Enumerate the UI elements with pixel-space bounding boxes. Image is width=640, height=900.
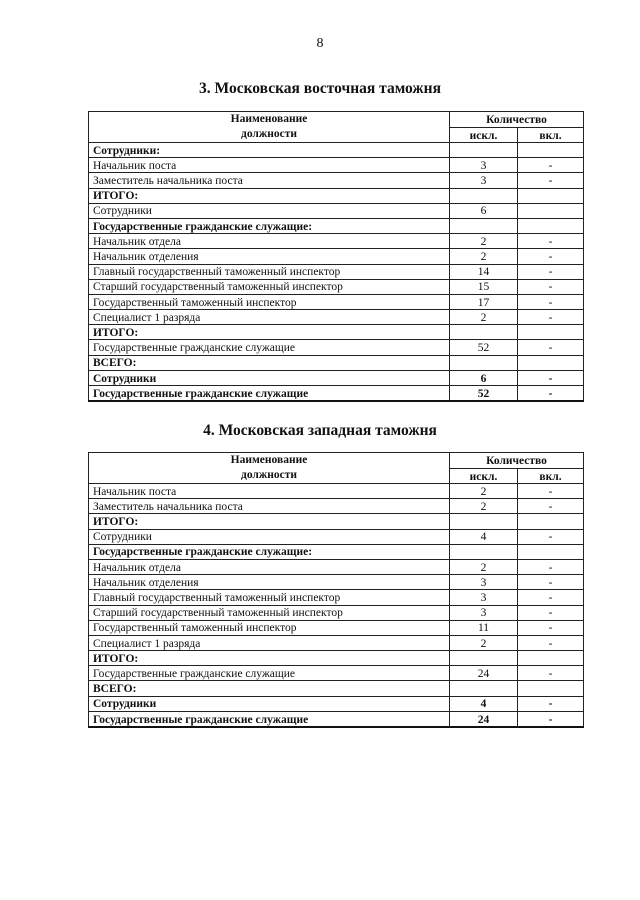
- excl-count-cell: 52: [450, 386, 518, 402]
- position-cell: Государственные гражданские служащие: [89, 386, 450, 402]
- incl-count-cell: [518, 325, 584, 340]
- position-cell: Сотрудники:: [89, 143, 450, 158]
- position-cell: Начальник поста: [89, 158, 450, 173]
- table-row: [89, 499, 584, 514]
- staff-table-west: [88, 452, 584, 728]
- incl-count-cell: -: [518, 529, 584, 544]
- column-header-position: Наименование должности: [89, 453, 450, 484]
- incl-count-cell: -: [518, 234, 584, 249]
- excl-count-cell: [450, 514, 518, 529]
- table-row: [89, 620, 584, 635]
- position-cell: Начальник поста: [89, 484, 450, 499]
- position-cell: Главный государственный таможенный инспектор: [89, 264, 450, 279]
- position-cell: Государственные гражданские служащие: [89, 711, 450, 727]
- incl-count-cell: [518, 203, 584, 218]
- position-cell: Главный государственный таможенный инспектор: [89, 590, 450, 605]
- excl-count-cell: 17: [450, 294, 518, 309]
- position-cell: ИТОГО:: [89, 325, 450, 340]
- incl-count-cell: -: [518, 484, 584, 499]
- table-row: [89, 234, 584, 249]
- position-cell: Старший государственный таможенный инспектор: [89, 279, 450, 294]
- incl-count-cell: -: [518, 635, 584, 650]
- position-cell: ВСЕГО:: [89, 355, 450, 370]
- incl-count-cell: -: [518, 249, 584, 264]
- table-row: [89, 355, 584, 370]
- incl-count-cell: -: [518, 575, 584, 590]
- column-header-incl: вкл.: [518, 127, 584, 143]
- excl-count-cell: [450, 143, 518, 158]
- excl-count-cell: 2: [450, 484, 518, 499]
- excl-count-cell: [450, 651, 518, 666]
- table-header-row: [89, 453, 584, 469]
- incl-count-cell: -: [518, 386, 584, 402]
- excl-count-cell: [450, 188, 518, 203]
- excl-count-cell: 3: [450, 590, 518, 605]
- excl-count-cell: 52: [450, 340, 518, 355]
- excl-count-cell: 2: [450, 635, 518, 650]
- column-header-quantity: Количество: [450, 112, 584, 128]
- excl-count-cell: 2: [450, 249, 518, 264]
- incl-count-cell: [518, 544, 584, 559]
- table-row: [89, 651, 584, 666]
- position-cell: Государственные гражданские служащие:: [89, 218, 450, 233]
- table-row: [89, 249, 584, 264]
- incl-count-cell: [518, 681, 584, 696]
- excl-count-cell: 24: [450, 666, 518, 681]
- position-cell: Заместитель начальника поста: [89, 499, 450, 514]
- column-header-incl: вкл.: [518, 468, 584, 484]
- position-cell: Государственные гражданские служащие: [89, 340, 450, 355]
- excl-count-cell: 2: [450, 559, 518, 574]
- position-cell: Заместитель начальника поста: [89, 173, 450, 188]
- position-cell: Старший государственный таможенный инспектор: [89, 605, 450, 620]
- column-header-excl: искл.: [450, 468, 518, 484]
- table-row: [89, 370, 584, 385]
- position-cell: ИТОГО:: [89, 188, 450, 203]
- column-header-excl: искл.: [450, 127, 518, 143]
- incl-count-cell: -: [518, 294, 584, 309]
- incl-count-cell: -: [518, 696, 584, 711]
- section-title-east: 3. Московская восточная таможня: [199, 80, 441, 97]
- position-cell: Специалист 1 разряда: [89, 310, 450, 325]
- incl-count-cell: -: [518, 605, 584, 620]
- incl-count-cell: -: [518, 264, 584, 279]
- column-header-quantity: Количество: [450, 453, 584, 469]
- table-row: [89, 605, 584, 620]
- section-title-west: 4. Московская западная таможня: [203, 422, 437, 439]
- position-cell: Государственный таможенный инспектор: [89, 294, 450, 309]
- position-cell: ИТОГО:: [89, 514, 450, 529]
- table-row: [89, 340, 584, 355]
- table-row: [89, 544, 584, 559]
- table-row: [89, 264, 584, 279]
- excl-count-cell: [450, 218, 518, 233]
- position-cell: ИТОГО:: [89, 651, 450, 666]
- table-row: [89, 386, 584, 402]
- table-row: [89, 294, 584, 309]
- incl-count-cell: [518, 651, 584, 666]
- incl-count-cell: -: [518, 173, 584, 188]
- excl-count-cell: [450, 544, 518, 559]
- incl-count-cell: -: [518, 620, 584, 635]
- position-cell: Начальник отделения: [89, 249, 450, 264]
- table-row: [89, 590, 584, 605]
- incl-count-cell: -: [518, 590, 584, 605]
- incl-count-cell: [518, 143, 584, 158]
- excl-count-cell: 2: [450, 234, 518, 249]
- position-cell: Сотрудники: [89, 203, 450, 218]
- table-row: [89, 203, 584, 218]
- table-row: [89, 173, 584, 188]
- incl-count-cell: [518, 218, 584, 233]
- table-row: [89, 575, 584, 590]
- incl-count-cell: [518, 514, 584, 529]
- excl-count-cell: 14: [450, 264, 518, 279]
- table-header-row: [89, 112, 584, 128]
- position-cell: ВСЕГО:: [89, 681, 450, 696]
- page-number: 8: [316, 36, 324, 51]
- incl-count-cell: [518, 188, 584, 203]
- table-row: [89, 310, 584, 325]
- excl-count-cell: 6: [450, 203, 518, 218]
- table-row: [89, 279, 584, 294]
- excl-count-cell: 2: [450, 499, 518, 514]
- position-cell: Государственный таможенный инспектор: [89, 620, 450, 635]
- excl-count-cell: 24: [450, 711, 518, 727]
- table-row: [89, 681, 584, 696]
- position-cell: Сотрудники: [89, 370, 450, 385]
- excl-count-cell: [450, 325, 518, 340]
- column-header-position: Наименование должности: [89, 112, 450, 143]
- excl-count-cell: 6: [450, 370, 518, 385]
- excl-count-cell: [450, 355, 518, 370]
- incl-count-cell: -: [518, 158, 584, 173]
- position-cell: Начальник отдела: [89, 559, 450, 574]
- position-cell: Специалист 1 разряда: [89, 635, 450, 650]
- table-row: [89, 218, 584, 233]
- excl-count-cell: [450, 681, 518, 696]
- table-row: [89, 666, 584, 681]
- position-cell: Государственные гражданские служащие:: [89, 544, 450, 559]
- incl-count-cell: -: [518, 370, 584, 385]
- table-row: [89, 325, 584, 340]
- table-row: [89, 514, 584, 529]
- excl-count-cell: 3: [450, 173, 518, 188]
- table-row: [89, 529, 584, 544]
- position-cell: Начальник отделения: [89, 575, 450, 590]
- excl-count-cell: 2: [450, 310, 518, 325]
- table-row: [89, 559, 584, 574]
- excl-count-cell: 3: [450, 575, 518, 590]
- incl-count-cell: [518, 355, 584, 370]
- incl-count-cell: -: [518, 559, 584, 574]
- incl-count-cell: -: [518, 711, 584, 727]
- position-cell: Сотрудники: [89, 529, 450, 544]
- excl-count-cell: 3: [450, 158, 518, 173]
- position-cell: Начальник отдела: [89, 234, 450, 249]
- incl-count-cell: -: [518, 310, 584, 325]
- excl-count-cell: 3: [450, 605, 518, 620]
- incl-count-cell: -: [518, 499, 584, 514]
- excl-count-cell: 4: [450, 696, 518, 711]
- excl-count-cell: 11: [450, 620, 518, 635]
- position-cell: Сотрудники: [89, 696, 450, 711]
- excl-count-cell: 4: [450, 529, 518, 544]
- table-row: [89, 484, 584, 499]
- table-row: [89, 143, 584, 158]
- table-row: [89, 188, 584, 203]
- table-row: [89, 158, 584, 173]
- incl-count-cell: -: [518, 666, 584, 681]
- table-row: [89, 635, 584, 650]
- staff-table-east: [88, 111, 584, 402]
- excl-count-cell: 15: [450, 279, 518, 294]
- table-row: [89, 696, 584, 711]
- incl-count-cell: -: [518, 340, 584, 355]
- position-cell: Государственные гражданские служащие: [89, 666, 450, 681]
- incl-count-cell: -: [518, 279, 584, 294]
- table-row: [89, 711, 584, 727]
